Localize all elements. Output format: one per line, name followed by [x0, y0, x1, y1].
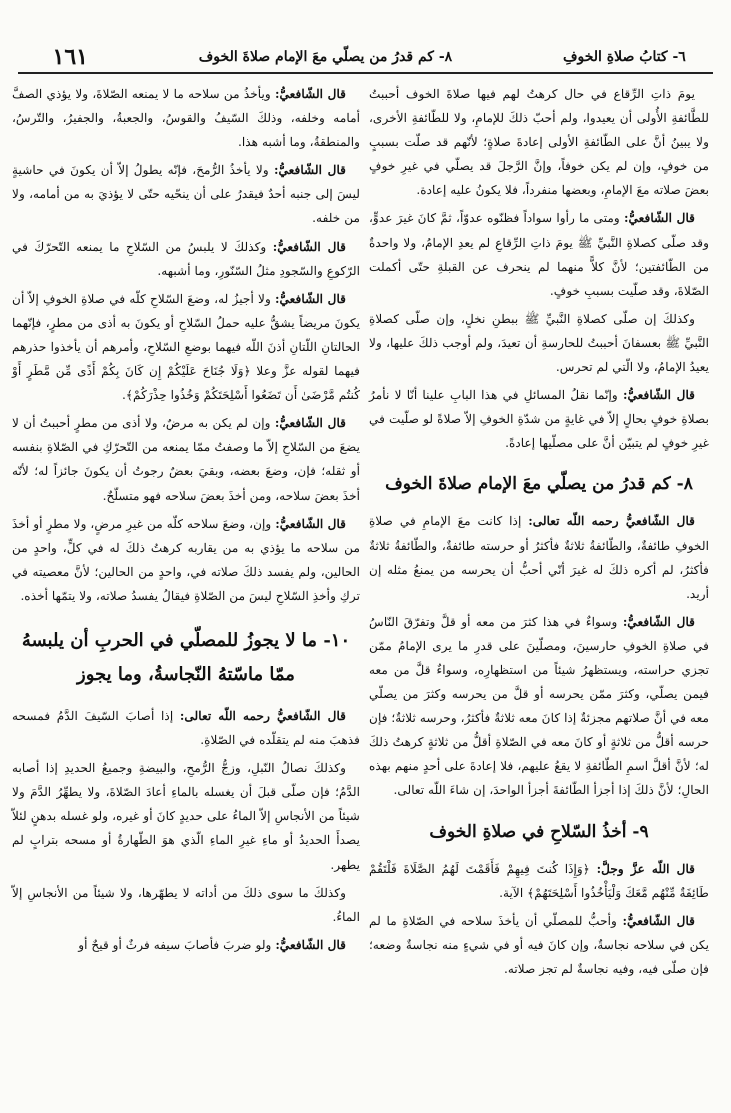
paragraph — [369, 857, 709, 905]
paragraph — [369, 383, 709, 455]
paragraph-text: إذا كانت معَ الإمامِ في صلاةِ الخوفِ طائفةٌ، والطّائفةُ ثلاثةٌ فأكثرُ أو حرسته طائفةٌ، والطّائفةُ ثلاثةٌ فأكثرُ، لم أكره ذلكَ له غيرَ أنّي أحبُّ أن يحرسه من يمنعُ مثله إن أريد. — [369, 514, 709, 601]
speaker-label: قال الشّافعيُّ: — [622, 614, 696, 629]
paragraph-text: ولو ضربَ فأصابَ سيفه فرثٌ أو قيحٌ أو — [78, 937, 276, 952]
paragraph — [12, 411, 360, 507]
speaker-label: قال الشّافعيُّ رحمه اللّه تعالى: — [179, 708, 346, 723]
speaker-label: قال الشّافعيُّ: — [274, 416, 347, 431]
speaker-label: قال الشّافعيُّ: — [275, 291, 347, 306]
quran-quote: ﴿وَإِذَا كُنتَ فِيهِمْ فَأَقَمْتَ لَهُمُ الصَّلَاةَ فَلْتَقُمْ طَائِفَةٌ مِّنْهُم مَّعَكَ وَلْيَأْخُذُوا أَسْلِحَتَهُمْ﴾ الآية. — [369, 861, 709, 900]
paragraph: يومَ ذاتِ الرِّقاع في حال كرهتُ لهم فيها صلاةَ الخوف أحببتُ للطَّائفةِ الأُولى أن يعيدوا، ولم أحبّ ذلكَ للإمامِ، ولا للطّائفةِ الأخرى، ولا يبينُ أنَّ على الطّائفةِ الأولى إعادةَ صلاةٍ؛ لأنّهم قد صلّت بسببٍ من خوفٍ، وإن لم يكن خوفاً، وإنَّ الرَّجلَ قد يصلّي في غيرِ خوفٍ بعضَ صلاته معَ الإمامِ، وبعضها منفرداً، فلا يكونُ عليه إعادة. — [369, 87, 709, 198]
paragraph — [12, 704, 360, 752]
paragraph: وكذلكَ نصالُ النّبلِ، وزجُّ الرُّمحِ، والبيضةِ وجميعُ الحديدِ إذا أصابه الدَّمُ؛ فإن صلّى قبلَ أن يغسله بالماءِ أعادَ الصّلاةَ، ولا يطهِّرُ الدَّمَ ولا شيئاً من الأنجاسِ إلاّ الماءُ على حديدٍ كانَ أو غيره، ولو غسله بدهنٍ لئلاّ يصدأَ الحديدُ أو ماءِ غيرِ الماءِ الّذي هوَ الطّهارةُ أو مسحه بترابٍ لم يطهر. — [12, 761, 360, 872]
chapter-heading-10: ١٠- ما لا يجوزُ للمصلّي في الحربِ أن يلبسهُ ممّا ماسّتهُ النّجاسةُ، وما يجوز — [21, 629, 351, 685]
speaker-label: قال الشّافعيُّ: — [623, 211, 695, 226]
paragraph-text: ولا أجيزُ له، وضعَ السّلاحِ كلّه في صلاةِ الخوفِ إلاّ أن يكونَ مريضاً يشقُّ عليه حملُ السّلاحِ أو يكونَ به أذى من مطرٍ، فإنّهما الحالتانِ اللّتانِ أذنَ اللّه فيهما بوضعِ السّلاحِ، وأمرهم أن يأخذوا حذرهم فيهما لقوله عزَّ وعلا ﴿وَلَا جُنَاحَ عَلَيْكُمْ إِن كَانَ بِكُمْ أَذًى مِّن مَّطَرٍ أَوْ كُنتُم مَّرْضَىٰ أَن تَضَعُوا أَسْلِحَتَكُمْ وَخُذُوا حِذْرَكُمْ﴾. — [12, 291, 360, 403]
paragraph — [369, 909, 709, 981]
speaker-label: قال الشّافعيُّ: — [622, 388, 696, 403]
speaker-label: قال الشّافعيُّ: — [622, 913, 695, 928]
page-number: ١٦١ — [52, 44, 88, 70]
paragraph — [369, 509, 709, 605]
speaker-label: قال اللّه عزَّ وجلَّ: — [596, 861, 695, 876]
paragraph-text: ويأخذُ من سلاحه ما لا يمنعه الصّلاةَ، ولا يؤذي الصفَّ أمامه وخلفه، وذلكَ السّيفُ والقوسُ، والجعبةُ، والجفيرُ، والتّرسُ، والمنطقةُ، وما أشبه هذا. — [12, 87, 360, 150]
speaker-label: قال الشّافعيُّ: — [275, 87, 347, 101]
section-title: ٨- كم قدرُ من يصلّي معَ الإمام صلاةَ الخوف — [198, 49, 453, 65]
paragraph — [369, 206, 709, 302]
paragraph-text: إذا أصابَ السّيفَ الدَّمُ فمسحه فذهبَ منه لم يتقلّده في الصّلاةِ. — [12, 708, 360, 748]
speaker-label: قال الشّافعيُّ: — [272, 239, 346, 254]
right-column — [369, 82, 709, 1093]
paragraph — [12, 82, 360, 154]
paragraph-text: وسواءٌ في هذا كثرَ من معه أو قلَّ وتفرّقَ النّاسُ في صلاةِ الخوفِ حارسينَ، ومصلّينَ على قدرِ ما يرى الإمامُ ممّن تجزي حراسته، ويستظهرُ شيئاً من استظهارِه، وسواءٌ قلَّ من معه فيمن يصلّي، وكثرَ ممّن يحرسه أو قلَّ من يحرسه وكثرَ من يصلّي معه في أنَّ صلاتهم مجزئةٌ إذا كانَ معه ثلاثةٌ فأكثرُ، وحرسه ثلاثةٌ؛ فإن حرسه أقلُّ من ثلاثةٍ أو كانَ معه في الصّلاةِ أقلُّ من ثلاثةٍ كرهتُ ذلكَ له؛ لأنَّ أقلَّ اسمِ الطّائفةِ لا يقعُ عليهم، فلا إعادةَ على أحدٍ منهم بهذه الحالِ؛ لأنَّ ذلكَ إذا أجزأ الطّائفةَ أجزأ الواحدَ، إن شاءَ اللّه تعالى. — [369, 614, 709, 798]
paragraph-text: وإن، وضعَ سلاحه كلّه من غيرِ مرضٍ، ولا مطرٍ أو أخذَ من سلاحه ما يؤذي به من يقاربه كرهتُ ذلكَ له في كلٍّ، واحدٍ من الحالين، ولم يفسد ذلكَ صلاته في، واحدٍ من الحالين؛ لأنَّ معصيته في تركِ وأخذِ السّلاحِ ليسَ من الصّلاةِ فيقالُ يفسدُ صلاته، ولا يتمّها أخذه. — [12, 516, 360, 603]
paragraph — [12, 287, 360, 407]
running-header — [18, 44, 713, 70]
paragraph — [12, 933, 360, 957]
paragraph-text: وأحبُّ للمصلّي أن يأخذَ سلاحه في الصّلاةِ ما لم يكن في سلاحه نجاسةٌ، وإن كانَ فيه أو في شيءٍ منه نجاسةٌ وضعه؛ فإن صلّى فيه، وفيه نجاسةٌ لم تجز صلاته. — [369, 913, 709, 976]
chapter-heading-9: ٩- أخذُ السّلاحِ في صلاةِ الخوف — [429, 821, 649, 842]
paragraph: وكذلكَ إن صلّى كصلاةِ النَّبيِّ ﷺ ببطنِ نخلٍ، وإن صلّى كصلاةِ النَّبيِّ ﷺ بعسفانَ أحببتُ للحارسةِ أن تعيدَ، ولم أوجب ذلكَ عليها، ولا يعيدُ الإمامُ، ولا الّتي لم تحرس. — [369, 311, 709, 375]
paragraph-text: وإن لم يكن به مرضٌ، ولا أذى من مطرٍ أحببتُ أن لا يضعَ من السّلاحِ إلاّ ما وصفتُ ممّا يمنعه من التّحرّكِ في الصّلاةِ بنفسه أو ثقله؛ فإن، وضعَ بعضه، وبقيَ بعضٌ رجوتُ أن يكونَ جائزاً له؛ لأنّه أخذَ بعضَ سلاحه، ومن أخذَ بعضَ سلاحه فهو متسلّحٌ. — [12, 416, 360, 503]
paragraph — [369, 610, 709, 803]
speaker-label: قال الشّافعيُّ: — [275, 937, 346, 952]
paragraph — [12, 158, 360, 230]
speaker-label: قال الشّافعيُّ: — [273, 163, 346, 178]
header-divider — [18, 72, 713, 74]
speaker-label: قال الشّافعيُّ: — [275, 516, 346, 531]
paragraph — [12, 235, 360, 283]
book-title: ٦- كتابُ صلاةِ الخوفِ — [563, 49, 686, 65]
speaker-label: قال الشّافعيُّ رحمه اللّه تعالى: — [528, 514, 695, 529]
paragraph: وكذلكَ ما سوى ذلكَ من أداته لا يطهّرها، ولا شيئاً من الأنجاسِ إلاّ الماءُ. — [12, 885, 360, 924]
paragraph-text: ولا يأخذُ الرُّمحَ، فإنّه يطولُ إلاّ أن يكونَ في حاشيةٍ ليسَ إلى جنبه أحدٌ فيقدرُ على أن ينحّيه حتّى لا يؤذيَ به من أمامه، ولا من خلفه. — [12, 163, 360, 226]
chapter-heading-8: ٨- كم قدرُ من يصلّي معَ الإمام صلاةَ الخوف — [385, 474, 693, 495]
paragraph — [12, 512, 360, 608]
paragraph-text: ومتى ما رأوا سواداً فظنّوه عدوّاً، ثمَّ كانَ غيرَ عدوٍّ، وقد صلّى كصلاةِ النَّبيِّ ﷺ يومَ ذاتِ الرِّقاعِ لم يعدِ الإمامُ، ولا واحدةٌ من الطّائفتين؛ لأنَّ كلاًّ منهما لم ينحرف عن القبلةِ حتّى أكملت الصّلاةَ، وقد صلّيت بسببِ خوفٍ. — [369, 211, 709, 298]
paragraph-text: وإنّما نقلُ المسائلِ في هذا البابِ علينا أنّا لا نأمرُ بصلاةِ خوفٍ بحالٍ إلاّ في غايةٍ من شدّةِ الخوفِ إلاّ صلاةً لو صلّيت في غيرِ خوفٍ لم يتبيّن أنَّ على مصلّيها إعادةً. — [369, 388, 709, 451]
left-column — [12, 82, 360, 1093]
paragraph-text: وكذلكَ لا يلبسُ من السّلاحِ ما يمنعه التّحرّكَ في الرّكوعِ والسّجودِ مثلُ السّنّورِ، وما أشبهه. — [12, 239, 360, 278]
